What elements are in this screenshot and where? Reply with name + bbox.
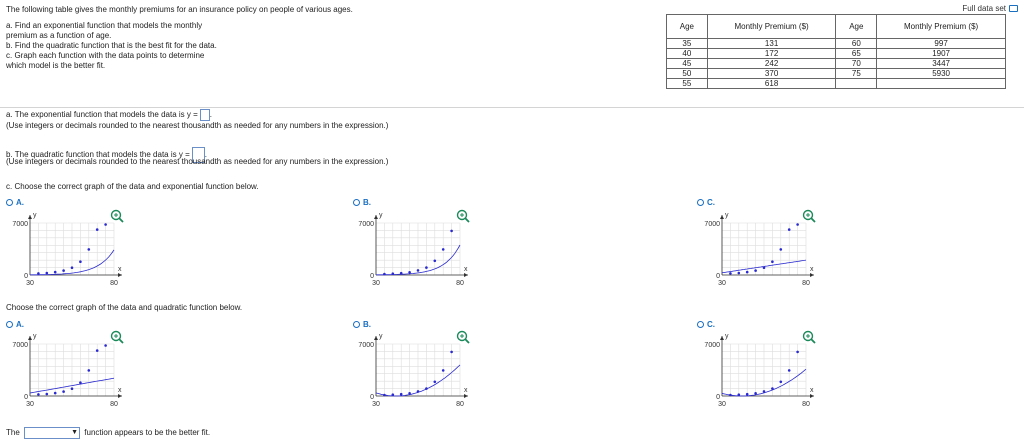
age-cell: 55 <box>667 79 708 89</box>
exp-option-c[interactable]: C. <box>697 198 715 208</box>
y-zero-label: 0 <box>370 394 374 401</box>
age-cell: 45 <box>667 59 708 69</box>
data-point <box>417 269 420 272</box>
graph-4 <box>350 334 480 414</box>
premium-header: Monthly Premium ($) <box>707 15 836 39</box>
age-cell: 65 <box>836 49 877 59</box>
data-point <box>450 351 453 354</box>
data-point <box>62 390 65 393</box>
radio-button[interactable] <box>6 321 13 328</box>
x-axis-label: x <box>118 266 122 273</box>
zoom-in-icon[interactable] <box>456 330 470 344</box>
age-cell: 60 <box>836 39 877 49</box>
data-point <box>392 393 395 396</box>
quad-option-c[interactable]: C. <box>697 320 715 330</box>
graph-5 <box>696 334 826 414</box>
data-point <box>96 349 99 352</box>
data-point <box>62 269 65 272</box>
graph-3 <box>4 334 134 414</box>
x-min-label: 30 <box>718 280 726 287</box>
data-point <box>442 248 445 251</box>
y-max-label: 7000 <box>12 221 28 228</box>
x-min-label: 30 <box>26 280 34 287</box>
exponential-answer-input[interactable] <box>200 109 210 121</box>
x-axis-label: x <box>118 387 122 394</box>
x-max-label: 80 <box>456 280 464 287</box>
task-line: c. Graph each function with the data points to determine <box>6 51 205 60</box>
data-point <box>738 272 741 275</box>
radio-button[interactable] <box>353 321 360 328</box>
quad-graph-question: Choose the correct graph of the data and quadratic function below. <box>6 303 243 312</box>
final-prefix: The <box>6 428 20 438</box>
age-cell: 40 <box>667 49 708 59</box>
radio-button[interactable] <box>353 199 360 206</box>
age-cell: 50 <box>667 69 708 79</box>
x-min-label: 30 <box>718 401 726 408</box>
x-axis-label: x <box>464 266 468 273</box>
data-point <box>96 228 99 231</box>
premium-cell: 997 <box>877 39 1006 49</box>
task-list <box>6 21 217 71</box>
data-point <box>425 387 428 390</box>
y-arrow-icon <box>374 215 378 219</box>
y-arrow-icon <box>28 336 32 340</box>
task-line: which model is the better fit. <box>6 61 106 70</box>
final-answer <box>6 427 210 439</box>
data-point <box>788 228 791 231</box>
x-arrow-icon <box>118 273 122 277</box>
part-b-text: b. The quadratic function that models the data is y = <box>6 150 190 160</box>
data-point <box>434 381 437 384</box>
radio-button[interactable] <box>697 321 704 328</box>
data-point <box>37 272 40 275</box>
data-point <box>88 248 91 251</box>
graph-1 <box>350 213 480 293</box>
data-point <box>729 394 732 397</box>
x-min-label: 30 <box>26 401 34 408</box>
zoom-in-icon[interactable] <box>110 209 124 223</box>
data-point <box>780 381 783 384</box>
data-point <box>54 392 57 395</box>
data-point <box>400 272 403 275</box>
data-point <box>780 248 783 251</box>
premium-cell: 131 <box>707 39 836 49</box>
data-point <box>46 272 49 275</box>
y-zero-label: 0 <box>24 394 28 401</box>
age-header: Age <box>836 15 877 39</box>
premium-header: Monthly Premium ($) <box>877 15 1006 39</box>
quad-option-a[interactable]: A. <box>6 320 24 330</box>
y-axis-label: y <box>725 213 729 219</box>
y-max-label: 7000 <box>358 221 374 228</box>
age-cell: 35 <box>667 39 708 49</box>
data-point <box>408 392 411 395</box>
x-arrow-icon <box>464 394 468 398</box>
data-point <box>796 351 799 354</box>
part-b: b. The quadratic function that models the data is y = . <box>6 147 207 163</box>
data-point <box>763 266 766 269</box>
x-axis-label: x <box>464 387 468 394</box>
x-axis-label: x <box>810 387 814 394</box>
data-point <box>37 393 40 396</box>
x-max-label: 80 <box>802 280 810 287</box>
y-arrow-icon <box>720 336 724 340</box>
y-zero-label: 0 <box>24 273 28 280</box>
age-cell: 70 <box>836 59 877 69</box>
data-point <box>434 260 437 263</box>
radio-button[interactable] <box>6 199 13 206</box>
data-point <box>763 390 766 393</box>
x-max-label: 80 <box>802 401 810 408</box>
data-point <box>104 344 107 347</box>
y-max-label: 7000 <box>704 221 720 228</box>
x-max-label: 80 <box>456 401 464 408</box>
expand-icon[interactable] <box>1009 5 1018 12</box>
data-point <box>79 381 82 384</box>
y-arrow-icon <box>720 215 724 219</box>
y-zero-label: 0 <box>370 273 374 280</box>
data-point <box>408 271 411 274</box>
x-min-label: 30 <box>372 280 380 287</box>
data-point <box>392 272 395 275</box>
data-point <box>450 230 453 233</box>
premium-cell: 618 <box>707 79 836 89</box>
y-axis-label: y <box>379 213 383 219</box>
data-point <box>754 392 757 395</box>
data-point <box>771 387 774 390</box>
data-point <box>746 393 749 396</box>
graph-2 <box>696 213 826 293</box>
final-suffix: function appears to be the better fit. <box>84 428 211 438</box>
part-a-text: a. The exponential function that models the data is y = <box>6 110 198 120</box>
x-arrow-icon <box>118 394 122 398</box>
x-arrow-icon <box>810 273 814 277</box>
data-point <box>796 223 799 226</box>
part-a-note: (Use integers or decimals rounded to the nearest thousandth as needed for any numbers in the expression.) <box>6 121 389 130</box>
premium-table <box>666 14 1006 89</box>
full-data-set-link[interactable] <box>962 4 1018 13</box>
y-axis-label: y <box>725 334 729 340</box>
radio-button[interactable] <box>697 199 704 206</box>
premium-cell: 370 <box>707 69 836 79</box>
x-arrow-icon <box>810 394 814 398</box>
exp-graph-question: c. Choose the correct graph of the data and exponential function below. <box>6 182 259 191</box>
full-data-label[interactable]: Full data set <box>962 4 1006 13</box>
zoom-in-icon[interactable] <box>802 209 816 223</box>
premium-cell: 1907 <box>877 49 1006 59</box>
x-max-label: 80 <box>110 280 118 287</box>
data-point <box>46 393 49 396</box>
data-point <box>54 271 57 274</box>
data-point <box>729 272 732 275</box>
data-point <box>104 223 107 226</box>
data-point <box>442 369 445 372</box>
data-point <box>88 369 91 372</box>
zoom-in-icon[interactable] <box>110 330 124 344</box>
y-max-label: 7000 <box>12 342 28 349</box>
age-cell: 75 <box>836 69 877 79</box>
y-zero-label: 0 <box>716 394 720 401</box>
task-line: b. Find the quadratic function that is the best fit for the data. <box>6 41 217 50</box>
data-point <box>71 387 74 390</box>
data-point <box>771 260 774 263</box>
y-max-label: 7000 <box>358 342 374 349</box>
part-b-note: (Use integers or decimals rounded to the nearest thousandth as needed for any numbers in the expression.) <box>6 157 389 166</box>
zoom-in-icon[interactable] <box>802 330 816 344</box>
x-max-label: 80 <box>110 401 118 408</box>
x-arrow-icon <box>464 273 468 277</box>
data-point <box>400 393 403 396</box>
quad-option-b[interactable]: B. <box>353 320 371 330</box>
intro-text: The following table gives the monthly premiums for an insurance policy on people of various ages. <box>6 5 353 14</box>
data-point <box>417 390 420 393</box>
exp-option-b[interactable]: B. <box>353 198 371 208</box>
premium-cell: 5930 <box>877 69 1006 79</box>
age-header: Age <box>667 15 708 39</box>
x-axis-label: x <box>810 266 814 273</box>
y-axis-label: y <box>379 334 383 340</box>
premium-cell: 172 <box>707 49 836 59</box>
y-max-label: 7000 <box>704 342 720 349</box>
x-min-label: 30 <box>372 401 380 408</box>
data-point <box>383 394 386 397</box>
data-point <box>383 273 386 276</box>
premium-cell: 242 <box>707 59 836 69</box>
y-zero-label: 0 <box>716 273 720 280</box>
task-line: a. Find an exponential function that models the monthly <box>6 21 203 30</box>
zoom-in-icon[interactable] <box>456 209 470 223</box>
data-point <box>746 271 749 274</box>
dropdown-arrow-icon[interactable]: ▼ <box>71 429 79 436</box>
y-axis-label: y <box>33 334 37 340</box>
divider <box>0 107 1024 108</box>
data-point <box>738 393 741 396</box>
data-point <box>71 266 74 269</box>
exp-option-a[interactable]: A. <box>6 198 24 208</box>
part-a: a. The exponential function that models the data is y = . <box>6 110 212 120</box>
data-point <box>754 269 757 272</box>
better-fit-select[interactable] <box>24 427 80 439</box>
data-point <box>79 260 82 263</box>
premium-cell: 3447 <box>877 59 1006 69</box>
data-point <box>425 266 428 269</box>
data-point <box>788 369 791 372</box>
task-line: premium as a function of age. <box>6 31 112 40</box>
y-axis-label: y <box>33 213 37 219</box>
y-arrow-icon <box>374 336 378 340</box>
y-arrow-icon <box>28 215 32 219</box>
graph-0 <box>4 213 134 293</box>
